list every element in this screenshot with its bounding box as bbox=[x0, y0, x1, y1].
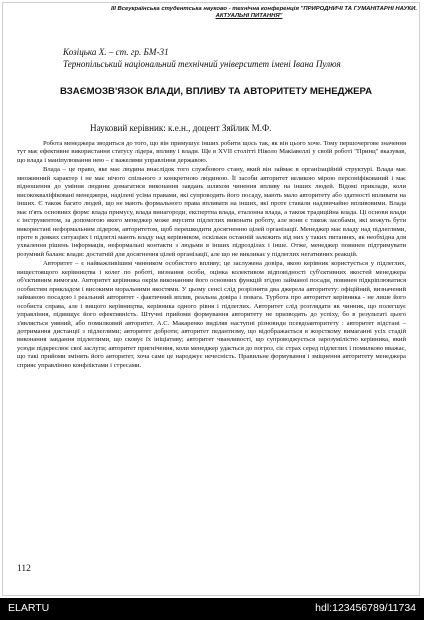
conference-header bbox=[81, 6, 417, 20]
paragraph: Робота менеджера зводиться до того, що він примушує інших робити щось так, як він цього хоче. Тому першочергове значення тут має ефективне використання статусу лідера, впливу і влади. Ще в XVII столітті Ніколо Макіавеллі у своїй роботі "Принц" вказував, що влада і маніпулювання нею – є важелями управління державою. bbox=[17, 140, 406, 164]
footer-handle[interactable]: hdl:123456789/11734 bbox=[315, 602, 416, 614]
author-line: Козіцька Х. – ст. гр. БМ-31 bbox=[63, 47, 169, 57]
supervisor-line: Науковий керівник: к.е.н., доцент Зяйлик М.Ф. bbox=[90, 123, 272, 133]
page-number: 112 bbox=[17, 564, 31, 574]
footer-source-label: ELARTU bbox=[8, 602, 50, 614]
repository-footer bbox=[0, 598, 424, 620]
paper-page bbox=[2, 2, 420, 596]
conference-line-2: АКТУАЛЬНІ ПИТАННЯ" bbox=[215, 13, 283, 19]
conference-line-1: ІІІ Всеукраїнська студентська науково - технічна конференція "ПРИРОДНИЧІ ТА ГУМАНІТАРНІ НАУКИ. bbox=[110, 6, 417, 12]
paragraph: Авторитет – є найважливішим чинником особистого впливу; це заслужена довіра, якою керівник користується у підлеглих, вищестоящого керівництва і колег по роботі, визнання особи, оцінка колективом відповідності суб'єктивних якостей менеджера об'єктивним вимогам. Авторитет керівника окрім виконанням його основних функцій згідно займаної посади, повинен підкріплюватися особистим прикладом і високими моральними якостями. У цьому сенсі слід розрізняти два джерела авторитету: офіційний, визначений займаною посадою і реальний авторитет - фактичний вплив, реальна довіра і повага. Турбота про авторитет керівника - не лише його особиста справа, але і вищого керівництва, керівника одного рівня і підлеглих. Авторитет слід розглядати як чинник, що полегшує управління, підвищує його ефективність. Штучні прийоми формування авторитету не призводять до успіху, бо в результаті цього з'являється уявний, або помилковий авторитет. А.С. Макаренко виділяв наступні різновиди псевдоавторитету : авторитет відстані – дотримання дистанції з підлеглими; авторитет доброти; авторитет педантизму, що відображається в жорсткому вимаганні усіх стадій виконання завдання підлеглими, що сковує їх ініціативу; авторитет чванливості, що супроводжується зарозумілістю керівника, який усюди підкреслює свої заслуги; авторитет пригнічення, коли менеджер удається до погроз, сіє страх серед підлеглих і помилково вважає, що такі прийоми змінять його авторитет, хоча саме це народжує нечесність. Правильне формування і зміцнення авторитету менеджера сприяє управлінню конфліктами і стресами. bbox=[17, 260, 406, 369]
paper-title: ВЗАЄМОЗВ'ЯЗОК ВЛАДИ, ВПЛИВУ ТА АВТОРИТЕТУ МЕНЕДЖЕРА bbox=[60, 86, 372, 97]
paragraph: Влада – це право, яке має людина внаслідок того службового стану, який він займає в організаційній структурі. Влада має множинний характер і не має нічого спільного з конкретною людиною. Її засоби авторитет великою мірою персоніфікований і має відношення до уміння людини домагатися виконання завдань шляхом чинення впливу на інших людей. Відомі приклади, коли висококваліфіковані менеджери, наділені усіма правами, які супроводять його посаду, мають мало авторитету або здатності впливати на інших. Є також багато людей, що не мають формального права впливати на інших, які проте ставали надзвичайно впливовими. Влада має п'ять основних форм: влада примусу, влада винагороди, експертна влада, еталонна влада, а також традиційна влада. Ці основи влади є інструментом, за допомогою якого менеджер може змусити підлеглих виконати роботу, але вони є також засобами, які можуть бути використані неформальним лідером, авторитетом, щоб перешкодити досягненню цілей організації. Менеджер має владу над підлеглими, проте в деяких ситуаціях і підлеглі мають владу над керівником, оскільки останній залежить від них у таких питаннях, як необхідна для ухвалення рішень інформація, неформальні контакти з людьми в інших підрозділах і інше. Отже, менеджер повинен підтримувати розумний баланс влади: достатній для досягнення цілей організації, але що не викликає у підлеглих негативних реакцій. bbox=[17, 166, 406, 258]
affiliation-line: Тернопільський національний технічний університет імені Івана Пулюя bbox=[63, 59, 341, 69]
body-text bbox=[17, 140, 406, 370]
